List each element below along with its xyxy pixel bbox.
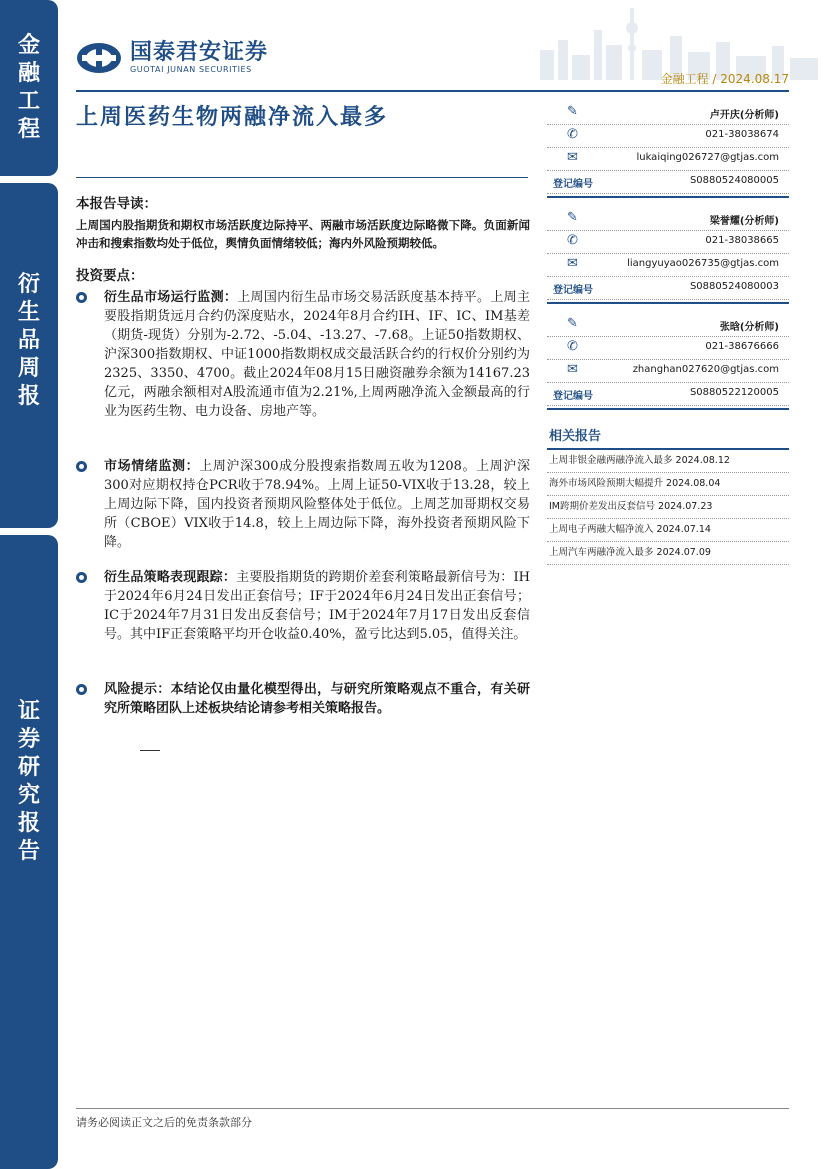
sidebar [0,0,58,1169]
point-item [76,568,530,644]
analyst-email-row [547,148,789,171]
analyst-email[interactable]: zhanghan027620@gtjas.com [632,364,779,375]
guide-text: 上周国内股指期货和期权市场活跃度边际持平、两融市场活跃度边际略微下降。负面新闻冲击和搜索指数均处于低位，舆情负面情绪较低；海内外风险预期较低。 [76,218,530,250]
tab-char: 生 [17,299,40,325]
analyst-reg-row [547,383,789,406]
point-text: 上周国内衍生品市场交易活跃度基本持平。上周主要股指期货远月合约仍深度贴水，2024年8月合约IH、IF、IC、IM基差（期货-现货）分别为-2.72、-5.04、-13.27、-7.68。上证50指数期权、沪深300指数期权、中证1000指数期权成交最活跃合约的行权价分别约为2325、3350、4700。截止2024年08月15日融资融券余额为14167.23亿元，两融余额相对A股流通市值为2.21%,上周两融净流入金额最高的行业为医药生物、电力设备、房地产等。 [104,290,530,419]
analyst-reg-row [547,277,789,300]
tab-char: 周 [17,355,40,381]
analyst-email[interactable]: liangyuyao026735@gtjas.com [627,258,779,269]
tab-char: 品 [17,327,40,353]
point-item [76,288,530,421]
related-reports [547,425,789,565]
point-item [76,457,530,552]
header-divider [76,90,789,92]
tab-char: 研 [17,755,40,780]
analyst-name: 卢开庆(分析师) [709,110,779,121]
footer-divider [76,1108,789,1109]
analyst-reg: S0880524080005 [689,175,779,186]
logo-text-cn: 国泰君安证券 [130,40,269,65]
analyst-email-row [547,360,789,383]
mail-icon: ✉ [567,362,578,377]
point-text: 上周沪深300成分股搜索指数周五收为1208。上周沪深300对应期权持仓PCR收于78.94%。上周上证50-VIX收于13.28，较上上周边际下降，国内投资者预期风险整体处于低位。上周芝加哥期权交易所（CBOE）VIX收于14.8，较上上周边际下降，海外投资者预期风险下降。 [104,459,530,550]
tab-char: 工 [17,89,40,114]
pen-icon: ✎ [567,210,578,225]
analyst-phone: 021-38038674 [705,129,779,140]
tab-char: 融 [17,61,40,86]
analyst-phone-row [547,231,789,254]
phone-icon: ✆ [567,233,578,248]
points-heading: 投资要点： [76,268,144,284]
tab-char: 衍 [17,271,40,297]
analyst-divider [547,196,789,198]
analyst-reg: S0880522120005 [689,387,779,398]
small-mark [140,750,160,751]
analyst-email[interactable]: lukaiqing026727@gtjas.com [636,152,779,163]
header-category-date: 金融工程 / 2024.08.17 [660,72,789,86]
sidebar-tab-derivatives-weekly [0,183,58,528]
tab-char: 报 [17,383,40,409]
bullet-icon [76,461,87,472]
analyst-reg: S0880524080003 [689,281,779,292]
related-report-item[interactable]: 上周汽车两融净流入最多 2024.07.09 [547,542,789,565]
bullet-icon [76,572,87,583]
brand-logo [76,41,268,74]
tab-char: 金 [17,33,40,58]
analyst-reg-row [547,171,789,194]
related-report-item[interactable]: 海外市场风险预期大幅提升 2024.08.04 [547,473,789,496]
bullet-icon [76,292,87,303]
related-reports-title: 相关报告 [549,429,602,444]
mail-icon: ✉ [567,256,578,271]
point-text: 本结论仅由量化模型得出，与研究所策略观点不重合，有关研究所策略团队上述板块结论请参考相关策略报告。 [104,682,530,716]
related-report-item[interactable]: 上周非银金融两融净流入最多 2024.08.12 [547,450,789,473]
sidebar-tab-research-report [0,535,58,1169]
point-label: 市场情绪监测： [104,459,200,474]
guide-heading: 本报告导读： [76,196,157,212]
related-report-item[interactable]: 上周电子两融大幅净流入 2024.07.14 [547,519,789,542]
analyst-phone-row [547,337,789,360]
analyst-divider [547,302,789,304]
analyst-card [547,208,789,304]
logo-text-en: GUOTAI JUNAN SECURITIES [130,65,252,74]
point-text: 主要股指期货的跨期价差套利策略最新信号为：IH于2024年6月24日发出正套信号；IF于2024年6月24日发出正套信号；IC于2024年7月31日发出反套信号；IM于2024年7月17日发出反套信号。其中IF正套策略平均开仓收益0.40%，盈亏比达到5.05，值得关注。 [104,570,530,642]
point-label: 衍生品市场运行监测： [104,290,238,305]
analyst-phone: 021-38038665 [705,235,779,246]
analyst-name-row [547,208,789,231]
related-report-item[interactable]: IM跨期价差发出反套信号 2024.07.23 [547,496,789,519]
pen-icon: ✎ [567,316,578,331]
bullet-icon [76,684,87,695]
analyst-name-row [547,102,789,125]
reg-label: 登记编号 [553,179,593,190]
analyst-card [547,314,789,410]
skyline-decoration [530,0,826,80]
analyst-divider [547,408,789,410]
footer-disclaimer: 请务必阅读正文之后的免责条款部分 [76,1116,252,1129]
phone-icon: ✆ [567,127,578,142]
tab-char: 报 [17,811,40,836]
tab-char: 券 [17,727,40,752]
reg-label: 登记编号 [553,391,593,402]
tab-char: 程 [17,117,40,142]
phone-icon: ✆ [567,339,578,354]
logo-mark-icon [76,42,122,74]
analyst-name: 张晗(分析师) [719,322,779,333]
mail-icon: ✉ [567,150,578,165]
analyst-name-row [547,314,789,337]
analyst-phone: 021-38676666 [705,341,779,352]
analyst-card [547,102,789,198]
point-label: 衍生品策略表现跟踪： [104,570,237,585]
tab-char: 告 [17,839,40,864]
point-item-risk [76,680,530,718]
tab-char: 究 [17,783,40,808]
analyst-phone-row [547,125,789,148]
tab-char: 证 [17,699,40,724]
point-label: 风险提示： [104,682,171,697]
sidebar-tab-financial-engineering [0,0,58,176]
reg-label: 登记编号 [553,285,593,296]
analyst-name: 梁誉耀(分析师) [709,216,779,227]
analyst-email-row [547,254,789,277]
pen-icon: ✎ [567,104,578,119]
title-divider [76,177,528,178]
report-title: 上周医药生物两融净流入最多 [76,105,389,130]
